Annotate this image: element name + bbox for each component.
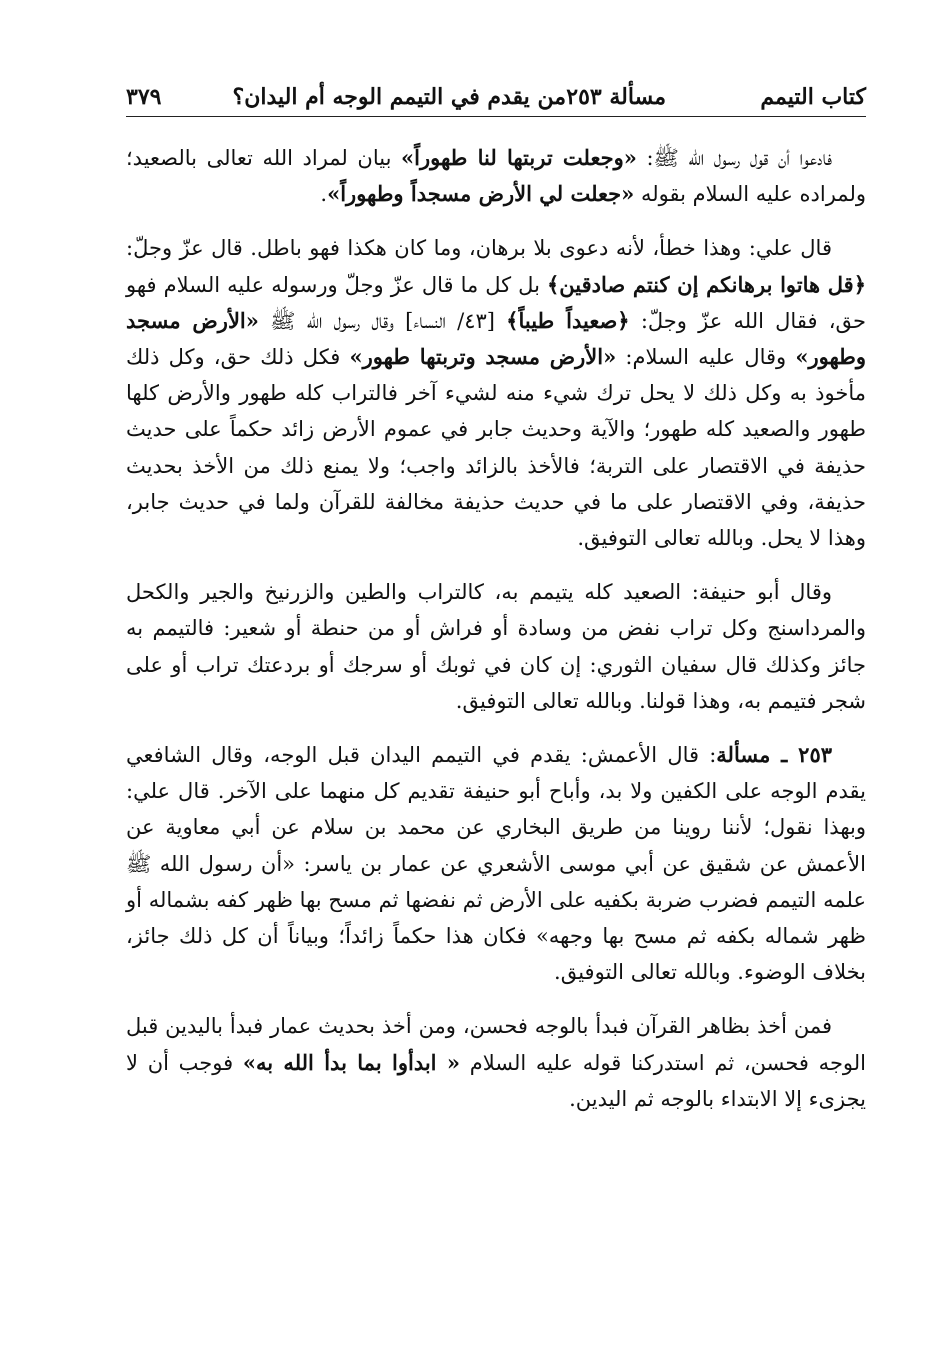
paragraph-text: فوجب أن لا يجزىء إلا الابتداء بالوجه ثم اليدين. [126,1050,866,1111]
paragraph-gap [126,719,866,737]
hadith-quote: « ابدأوا بما بدأ الله به» [242,1049,460,1075]
paragraph-4 [126,737,866,990]
page-number: ٣٧٩ [126,84,162,110]
page-body [126,140,866,1117]
issue-topic: من يقدم في التيمم الوجه أم اليدان؟ [232,84,566,110]
paragraph-gap [126,212,866,230]
paragraph-text: . [320,182,328,207]
paragraph-text: فادعوا أن قول رسول الله ﷺ: [636,146,832,170]
paragraph-gap [126,556,866,574]
quran-quote: ﴿قل هاتوا برهانكم إن كنتم صادقين﴾ [546,271,866,297]
hadith-quote: «وجعلت تربتها لنا طهوراً» [401,145,637,170]
paragraph-text: فكل ذلك حق، وكل ذلك مأخوذ به وكل ذلك لا يحل ترك شيء منه لشيء آخر فالتراب كله طهور والأرض كلها طهور والصعيد كله طهور؛ والآية وحديث جابر في عموم الأرض زائد حكماً على حديث حذيفة في الاقتصار على التربة؛ فالأخذ بالزائد واجب؛ ولا يمنع ذلك من الأخذ بحديث حذيفة، وفي الاقتصار على ما في حديث حذيفة مخالفة للقرآن ولما في حديث جابر، وهذا لا يحل. وبالله تعالى التوفيق. [126,345,866,551]
hadith-quote: «الأرض مسجد وتربتها طهور» [349,344,617,370]
book-title: كتاب التيمم [760,84,866,110]
paragraph-gap [126,990,866,1008]
paragraph-text: [٤٣/ النساء] وقال رسول الله ﷺ [258,308,507,333]
hadith-quote: «الأرض مسجد وطهور» [126,307,866,370]
paragraph-text: فمن أخذ بظاهر القرآن فبدأ بالوجه فحسن، ومن أخذ بحديث عمار فبدأ باليدين قبل الوجه فحسن، ثم استدركنا قوله عليه السلام [126,1014,867,1075]
hadith-quote: «جعلت لي الأرض مسجداً وطهوراً» [327,181,635,207]
issue-heading: ٢٥٣ ـ مسألة [716,742,833,768]
paragraph-text: وقال عليه السلام: [616,345,796,370]
paragraph-text: وقال أبو حنيفة: الصعيد كله يتيمم به، كالتراب والطين والزرنيخ والجير والكحل والمرداسنج وكل تراب نفض من وسادة أو فراش أو من حنطة أو شعير: فالتيمم به جائز وكذلك قال سفيان الثوري: إن كان في ثوبك أو سرجك أو بردعتك تراب أو على شجر فتيمم به، وهذا قولنا. وبالله تعالى التوفيق. [126,580,866,713]
issue-label: مسألة ٢٥٣ [566,84,666,110]
paragraph-5 [126,1008,866,1117]
paragraph-2 [126,230,866,556]
paragraph-3 [126,574,866,719]
quran-quote: ﴿صعيداً طيباً﴾ [506,307,630,333]
paragraph-text: : قال الأعمش: يقدم في التيمم اليدان قبل الوجه، وقال الشافعي يقدم الوجه على الكفين ولا بد، وأباح أبو حنيفة تقديم كل منهما على الآخر. قال علي: وبهذا نقول؛ لأننا روينا من طريق البخاري عن محمد بن سلام عن أبي معاوية عن الأعمش عن شقيق عن أبي موسى الأشعري عن عمار بن ياسر: «أن رسول الله ﷺ علمه التيمم فضرب ضربة بكفيه على الأرض ثم نفضها ثم مسح بها ظهر كفه بشماله أو ظهر شماله بكفه ثم مسح بها وجهه» فكان هذا حكماً زائداً؛ وبياناً أن كل ذلك جائز، بخلاف الوضوء. وبالله تعالى التوفيق. [126,743,866,985]
paragraph-text: قال علي: وهذا خطأ، لأنه دعوى بلا برهان، وما كان هكذا فهو باطل. قال عزّ وجلّ: [126,236,832,261]
paragraph-1 [126,140,866,212]
paragraph-text: بيان لمراد الله تعالى بالصعيد؛ ولمراده عليه السلام بقوله [126,146,866,207]
paragraph-text: بل كل ما قال عزّ وجلّ ورسوله عليه السلام فهو حق، فقال الله عزّ وجلّ: [126,272,866,333]
running-header [126,78,866,117]
